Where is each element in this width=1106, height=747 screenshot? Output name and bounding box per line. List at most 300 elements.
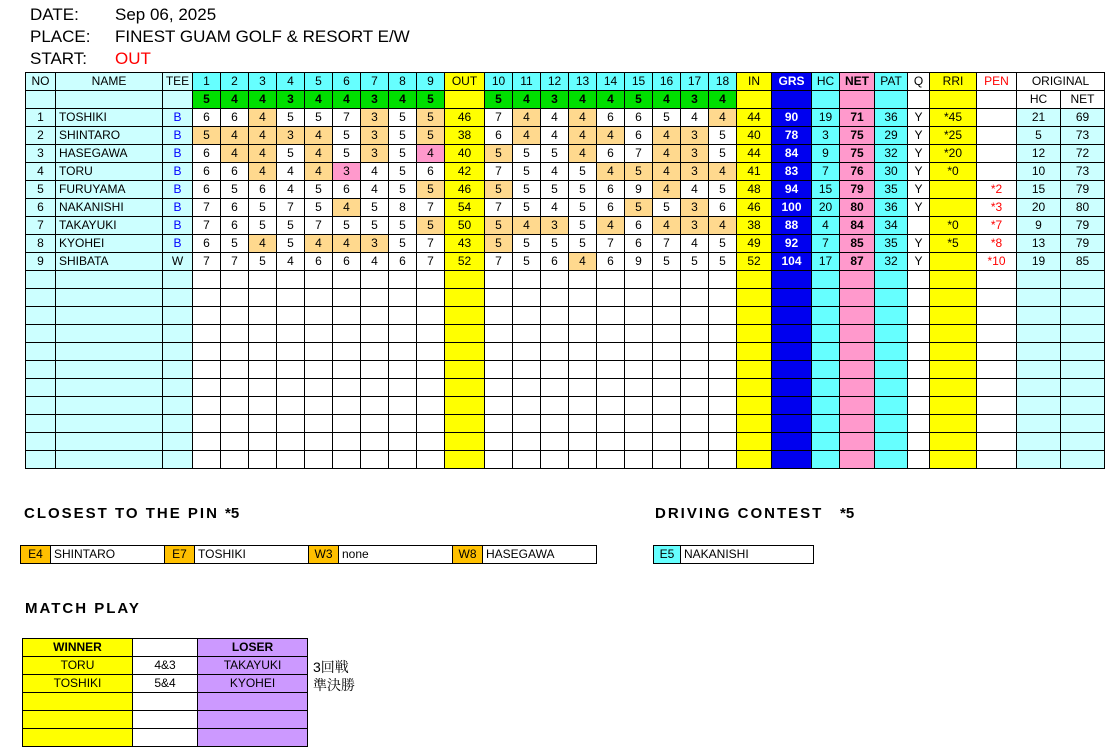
empty-score bbox=[249, 271, 277, 289]
score-cell: 5 bbox=[333, 145, 361, 163]
original-net: 69 bbox=[1061, 109, 1105, 127]
empty-score bbox=[333, 343, 361, 361]
empty-q bbox=[908, 379, 930, 397]
empty-score bbox=[305, 325, 333, 343]
ctp-hole-label: W8 bbox=[453, 546, 483, 564]
empty-orig-hc bbox=[1017, 397, 1061, 415]
empty-orig-hc bbox=[1017, 433, 1061, 451]
empty-in bbox=[737, 289, 772, 307]
empty-score bbox=[681, 451, 709, 469]
empty-in bbox=[737, 325, 772, 343]
empty-score bbox=[513, 433, 541, 451]
mp-row bbox=[23, 657, 308, 675]
score-cell: 6 bbox=[709, 199, 737, 217]
empty-score bbox=[305, 433, 333, 451]
net-total: 75 bbox=[840, 127, 875, 145]
empty-name bbox=[56, 451, 163, 469]
empty-no bbox=[26, 307, 56, 325]
empty-score bbox=[277, 433, 305, 451]
empty-score bbox=[361, 415, 389, 433]
empty-out bbox=[445, 379, 485, 397]
score-cell: 5 bbox=[625, 163, 653, 181]
original-hc: 10 bbox=[1017, 163, 1061, 181]
score-cell: 4 bbox=[681, 109, 709, 127]
match-play-title: MATCH PLAY bbox=[25, 600, 141, 617]
col-header-hole-10: 10 bbox=[485, 73, 513, 91]
score-cell: 5 bbox=[389, 109, 417, 127]
score-cell: 4 bbox=[569, 253, 597, 271]
rri-value: *0 bbox=[930, 163, 977, 181]
ctp-hole-label: W3 bbox=[309, 546, 339, 564]
score-cell: 6 bbox=[193, 163, 221, 181]
score-cell: 4 bbox=[305, 235, 333, 253]
score-cell: 9 bbox=[625, 181, 653, 199]
empty-score bbox=[709, 379, 737, 397]
empty-score bbox=[417, 307, 445, 325]
col-header-original: ORIGINAL bbox=[1017, 73, 1105, 91]
empty-orig-hc bbox=[1017, 415, 1061, 433]
empty-score bbox=[569, 451, 597, 469]
player-tee: B bbox=[163, 163, 193, 181]
score-cell: 5 bbox=[709, 181, 737, 199]
empty-pen bbox=[977, 361, 1017, 379]
empty-score bbox=[485, 271, 513, 289]
score-cell: 9 bbox=[625, 253, 653, 271]
empty-score bbox=[513, 271, 541, 289]
empty-orig-hc bbox=[1017, 361, 1061, 379]
empty-orig-hc bbox=[1017, 289, 1061, 307]
empty-grs bbox=[772, 343, 812, 361]
player-row bbox=[26, 199, 1105, 217]
empty-score bbox=[333, 361, 361, 379]
par-hole-8: 4 bbox=[389, 91, 417, 109]
original-hc: 21 bbox=[1017, 109, 1061, 127]
empty-no bbox=[26, 289, 56, 307]
original-hc: 12 bbox=[1017, 145, 1061, 163]
empty-score bbox=[277, 451, 305, 469]
empty-score bbox=[333, 415, 361, 433]
score-cell: 5 bbox=[569, 163, 597, 181]
empty-row bbox=[26, 307, 1105, 325]
empty-hc bbox=[812, 289, 840, 307]
empty-score bbox=[485, 361, 513, 379]
empty-score bbox=[709, 451, 737, 469]
handicap: 3 bbox=[812, 127, 840, 145]
par-hole-11: 4 bbox=[513, 91, 541, 109]
col-header-hole-12: 12 bbox=[541, 73, 569, 91]
empty-score bbox=[389, 271, 417, 289]
empty-score bbox=[569, 397, 597, 415]
empty-pen bbox=[977, 307, 1017, 325]
empty-score bbox=[305, 451, 333, 469]
score-cell: 6 bbox=[625, 127, 653, 145]
par-hole-14: 4 bbox=[597, 91, 625, 109]
putts: 32 bbox=[875, 253, 908, 271]
empty-score bbox=[277, 325, 305, 343]
start-value: OUT bbox=[115, 49, 151, 68]
gross-total: 104 bbox=[772, 253, 812, 271]
col-header-hc: HC bbox=[812, 73, 840, 91]
out-total: 46 bbox=[445, 109, 485, 127]
empty-score bbox=[221, 379, 249, 397]
original-net: 72 bbox=[1061, 145, 1105, 163]
empty-score bbox=[249, 325, 277, 343]
player-tee: B bbox=[163, 199, 193, 217]
score-cell: 5 bbox=[389, 217, 417, 235]
empty-net bbox=[840, 433, 875, 451]
empty-score bbox=[709, 325, 737, 343]
empty-rri bbox=[930, 433, 977, 451]
empty-tee bbox=[163, 325, 193, 343]
out-total: 40 bbox=[445, 145, 485, 163]
empty-row bbox=[26, 451, 1105, 469]
score-cell: 5 bbox=[333, 127, 361, 145]
score-cell: 7 bbox=[597, 235, 625, 253]
empty-score bbox=[541, 415, 569, 433]
empty-score bbox=[417, 361, 445, 379]
empty-score bbox=[625, 325, 653, 343]
net-total: 76 bbox=[840, 163, 875, 181]
empty-score bbox=[221, 325, 249, 343]
empty-tee bbox=[163, 415, 193, 433]
empty-score bbox=[361, 307, 389, 325]
mp-winner-header: WINNER bbox=[23, 639, 133, 657]
player-no: 9 bbox=[26, 253, 56, 271]
empty-score bbox=[361, 271, 389, 289]
score-cell: 5 bbox=[361, 199, 389, 217]
empty-score bbox=[193, 415, 221, 433]
q-flag bbox=[908, 217, 930, 235]
empty-score bbox=[333, 325, 361, 343]
mp-winner bbox=[23, 693, 133, 711]
score-cell: 4 bbox=[653, 145, 681, 163]
handicap: 19 bbox=[812, 109, 840, 127]
col-header-net: NET bbox=[840, 73, 875, 91]
handicap: 9 bbox=[812, 145, 840, 163]
empty-score bbox=[653, 289, 681, 307]
player-no: 7 bbox=[26, 217, 56, 235]
score-cell: 4 bbox=[541, 199, 569, 217]
empty-out bbox=[445, 361, 485, 379]
empty-score bbox=[597, 397, 625, 415]
empty-hc bbox=[812, 343, 840, 361]
score-cell: 7 bbox=[193, 199, 221, 217]
empty-score bbox=[361, 379, 389, 397]
empty-score bbox=[305, 289, 333, 307]
gross-total: 84 bbox=[772, 145, 812, 163]
score-cell: 6 bbox=[221, 109, 249, 127]
empty-score bbox=[597, 361, 625, 379]
empty-pen bbox=[977, 451, 1017, 469]
empty-score bbox=[513, 289, 541, 307]
score-cell: 4 bbox=[361, 163, 389, 181]
empty-tee bbox=[163, 433, 193, 451]
mp-winner: TORU bbox=[23, 657, 133, 675]
empty-in bbox=[737, 361, 772, 379]
empty-score bbox=[193, 433, 221, 451]
empty-name bbox=[56, 433, 163, 451]
score-cell: 4 bbox=[681, 235, 709, 253]
col-header-hole-11: 11 bbox=[513, 73, 541, 91]
rri-value bbox=[930, 181, 977, 199]
score-cell: 7 bbox=[485, 109, 513, 127]
original-hc: 5 bbox=[1017, 127, 1061, 145]
empty-score bbox=[709, 271, 737, 289]
score-cell: 4 bbox=[305, 145, 333, 163]
empty-pat bbox=[875, 451, 908, 469]
col-header-hole-17: 17 bbox=[681, 73, 709, 91]
empty-pat bbox=[875, 433, 908, 451]
score-cell: 5 bbox=[249, 199, 277, 217]
q-flag: Y bbox=[908, 235, 930, 253]
par-hole-18: 4 bbox=[709, 91, 737, 109]
empty-no bbox=[26, 451, 56, 469]
player-row bbox=[26, 127, 1105, 145]
empty-orig-hc bbox=[1017, 343, 1061, 361]
score-cell: 5 bbox=[569, 199, 597, 217]
empty-rri bbox=[930, 325, 977, 343]
score-cell: 5 bbox=[305, 109, 333, 127]
handicap: 4 bbox=[812, 217, 840, 235]
score-cell: 5 bbox=[485, 145, 513, 163]
player-name: TORU bbox=[56, 163, 163, 181]
par-hole-2: 4 bbox=[221, 91, 249, 109]
empty-score bbox=[277, 271, 305, 289]
driving-contest-prize: *5 bbox=[840, 505, 855, 522]
empty-score bbox=[709, 415, 737, 433]
empty-score bbox=[597, 433, 625, 451]
col-header-hole-7: 7 bbox=[361, 73, 389, 91]
mp-row bbox=[23, 711, 308, 729]
empty-orig-net bbox=[1061, 307, 1105, 325]
empty-score bbox=[221, 451, 249, 469]
empty-score bbox=[417, 325, 445, 343]
score-cell: 5 bbox=[277, 235, 305, 253]
empty-row bbox=[26, 415, 1105, 433]
player-no: 8 bbox=[26, 235, 56, 253]
gross-total: 92 bbox=[772, 235, 812, 253]
empty-score bbox=[653, 325, 681, 343]
mp-score: 5&4 bbox=[133, 675, 198, 693]
q-flag: Y bbox=[908, 127, 930, 145]
col-header-q: Q bbox=[908, 73, 930, 91]
score-cell: 7 bbox=[333, 109, 361, 127]
empty-score bbox=[513, 379, 541, 397]
original-hc: 15 bbox=[1017, 181, 1061, 199]
score-cell: 4 bbox=[569, 109, 597, 127]
player-name: SHIBATA bbox=[56, 253, 163, 271]
score-cell: 4 bbox=[361, 253, 389, 271]
empty-tee bbox=[163, 271, 193, 289]
score-cell: 5 bbox=[389, 127, 417, 145]
empty-orig-hc bbox=[1017, 307, 1061, 325]
par-hole-3: 4 bbox=[249, 91, 277, 109]
ctp-winner-name: none bbox=[339, 546, 453, 564]
col-header-original-hc: HC bbox=[1017, 91, 1061, 109]
score-cell: 5 bbox=[249, 253, 277, 271]
empty-orig-hc bbox=[1017, 379, 1061, 397]
score-cell: 3 bbox=[541, 217, 569, 235]
empty-score bbox=[277, 415, 305, 433]
rri-value bbox=[930, 199, 977, 217]
par-hole-17: 3 bbox=[681, 91, 709, 109]
score-cell: 5 bbox=[541, 145, 569, 163]
empty-pen bbox=[977, 397, 1017, 415]
empty-pen bbox=[977, 433, 1017, 451]
empty-grs bbox=[772, 451, 812, 469]
empty-in bbox=[737, 307, 772, 325]
empty-q bbox=[908, 361, 930, 379]
original-hc: 19 bbox=[1017, 253, 1061, 271]
player-tee: B bbox=[163, 235, 193, 253]
mp-score bbox=[133, 693, 198, 711]
par-in bbox=[737, 91, 772, 109]
score-cell: 6 bbox=[597, 181, 625, 199]
player-no: 6 bbox=[26, 199, 56, 217]
empty-score bbox=[541, 379, 569, 397]
empty-score bbox=[513, 361, 541, 379]
empty-rri bbox=[930, 415, 977, 433]
score-cell: 6 bbox=[417, 163, 445, 181]
empty-score bbox=[417, 415, 445, 433]
score-cell: 4 bbox=[597, 127, 625, 145]
empty-in bbox=[737, 379, 772, 397]
score-cell: 6 bbox=[625, 235, 653, 253]
pen-value: *3 bbox=[977, 199, 1017, 217]
rri-value: *25 bbox=[930, 127, 977, 145]
score-cell: 6 bbox=[221, 163, 249, 181]
score-cell: 4 bbox=[513, 127, 541, 145]
empty-pen bbox=[977, 379, 1017, 397]
putts: 34 bbox=[875, 217, 908, 235]
empty-score bbox=[221, 289, 249, 307]
empty-orig-net bbox=[1061, 415, 1105, 433]
empty-score bbox=[389, 289, 417, 307]
score-cell: 6 bbox=[485, 127, 513, 145]
score-cell: 3 bbox=[361, 109, 389, 127]
empty-score bbox=[361, 343, 389, 361]
score-cell: 4 bbox=[541, 127, 569, 145]
score-cell: 6 bbox=[625, 109, 653, 127]
empty-score bbox=[653, 307, 681, 325]
par-hole-13: 4 bbox=[569, 91, 597, 109]
player-row bbox=[26, 181, 1105, 199]
empty-net bbox=[840, 379, 875, 397]
empty-rri bbox=[930, 451, 977, 469]
empty-pen bbox=[977, 343, 1017, 361]
empty-score bbox=[485, 343, 513, 361]
empty-grs bbox=[772, 325, 812, 343]
q-flag: Y bbox=[908, 109, 930, 127]
original-net: 79 bbox=[1061, 235, 1105, 253]
empty-score bbox=[625, 451, 653, 469]
col-header-hole-15: 15 bbox=[625, 73, 653, 91]
empty-score bbox=[513, 397, 541, 415]
empty-score bbox=[277, 361, 305, 379]
empty-pen bbox=[977, 289, 1017, 307]
score-cell: 6 bbox=[333, 253, 361, 271]
empty-score bbox=[541, 433, 569, 451]
par-hole-5: 4 bbox=[305, 91, 333, 109]
rri-value bbox=[930, 253, 977, 271]
score-cell: 4 bbox=[653, 163, 681, 181]
col-header-hole-5: 5 bbox=[305, 73, 333, 91]
empty-grs bbox=[772, 361, 812, 379]
out-total: 54 bbox=[445, 199, 485, 217]
score-cell: 4 bbox=[709, 217, 737, 235]
player-name: FURUYAMA bbox=[56, 181, 163, 199]
empty-score bbox=[305, 379, 333, 397]
mp-row bbox=[23, 729, 308, 747]
empty-row bbox=[26, 325, 1105, 343]
empty-in bbox=[737, 271, 772, 289]
score-cell: 5 bbox=[709, 127, 737, 145]
empty-tee bbox=[163, 307, 193, 325]
rri-value: *45 bbox=[930, 109, 977, 127]
score-cell: 3 bbox=[681, 163, 709, 181]
par-hole-4: 3 bbox=[277, 91, 305, 109]
empty-name bbox=[56, 289, 163, 307]
score-cell: 6 bbox=[193, 235, 221, 253]
score-cell: 5 bbox=[653, 199, 681, 217]
putts: 36 bbox=[875, 109, 908, 127]
empty-score bbox=[625, 379, 653, 397]
net-total: 87 bbox=[840, 253, 875, 271]
score-cell: 5 bbox=[389, 181, 417, 199]
mp-score-header bbox=[133, 639, 198, 657]
empty-score bbox=[305, 361, 333, 379]
empty-name bbox=[56, 361, 163, 379]
empty-orig-net bbox=[1061, 451, 1105, 469]
mp-loser bbox=[198, 729, 308, 747]
player-name: SHINTARO bbox=[56, 127, 163, 145]
empty-score bbox=[485, 397, 513, 415]
empty-score bbox=[249, 451, 277, 469]
score-cell: 5 bbox=[681, 253, 709, 271]
empty-score bbox=[249, 433, 277, 451]
out-total: 50 bbox=[445, 217, 485, 235]
empty-score bbox=[569, 361, 597, 379]
player-no: 5 bbox=[26, 181, 56, 199]
putts: 35 bbox=[875, 181, 908, 199]
col-header-hole-14: 14 bbox=[597, 73, 625, 91]
empty-score bbox=[597, 415, 625, 433]
empty-score bbox=[417, 379, 445, 397]
score-cell: 5 bbox=[417, 181, 445, 199]
empty-score bbox=[653, 271, 681, 289]
empty-score bbox=[333, 451, 361, 469]
score-cell: 4 bbox=[513, 109, 541, 127]
empty-score bbox=[361, 451, 389, 469]
empty-row bbox=[26, 397, 1105, 415]
empty-orig-hc bbox=[1017, 451, 1061, 469]
empty-score bbox=[333, 271, 361, 289]
ctp-hole-label: E4 bbox=[21, 546, 51, 564]
empty-name bbox=[56, 379, 163, 397]
empty-score bbox=[193, 271, 221, 289]
score-cell: 5 bbox=[513, 163, 541, 181]
ctp-winner-name: TOSHIKI bbox=[195, 546, 309, 564]
empty-orig-net bbox=[1061, 433, 1105, 451]
col-header-in: IN bbox=[737, 73, 772, 91]
empty-score bbox=[569, 343, 597, 361]
empty-score bbox=[653, 379, 681, 397]
empty-row bbox=[26, 343, 1105, 361]
out-total: 52 bbox=[445, 253, 485, 271]
score-cell: 5 bbox=[333, 217, 361, 235]
empty-score bbox=[277, 397, 305, 415]
empty-score bbox=[417, 343, 445, 361]
